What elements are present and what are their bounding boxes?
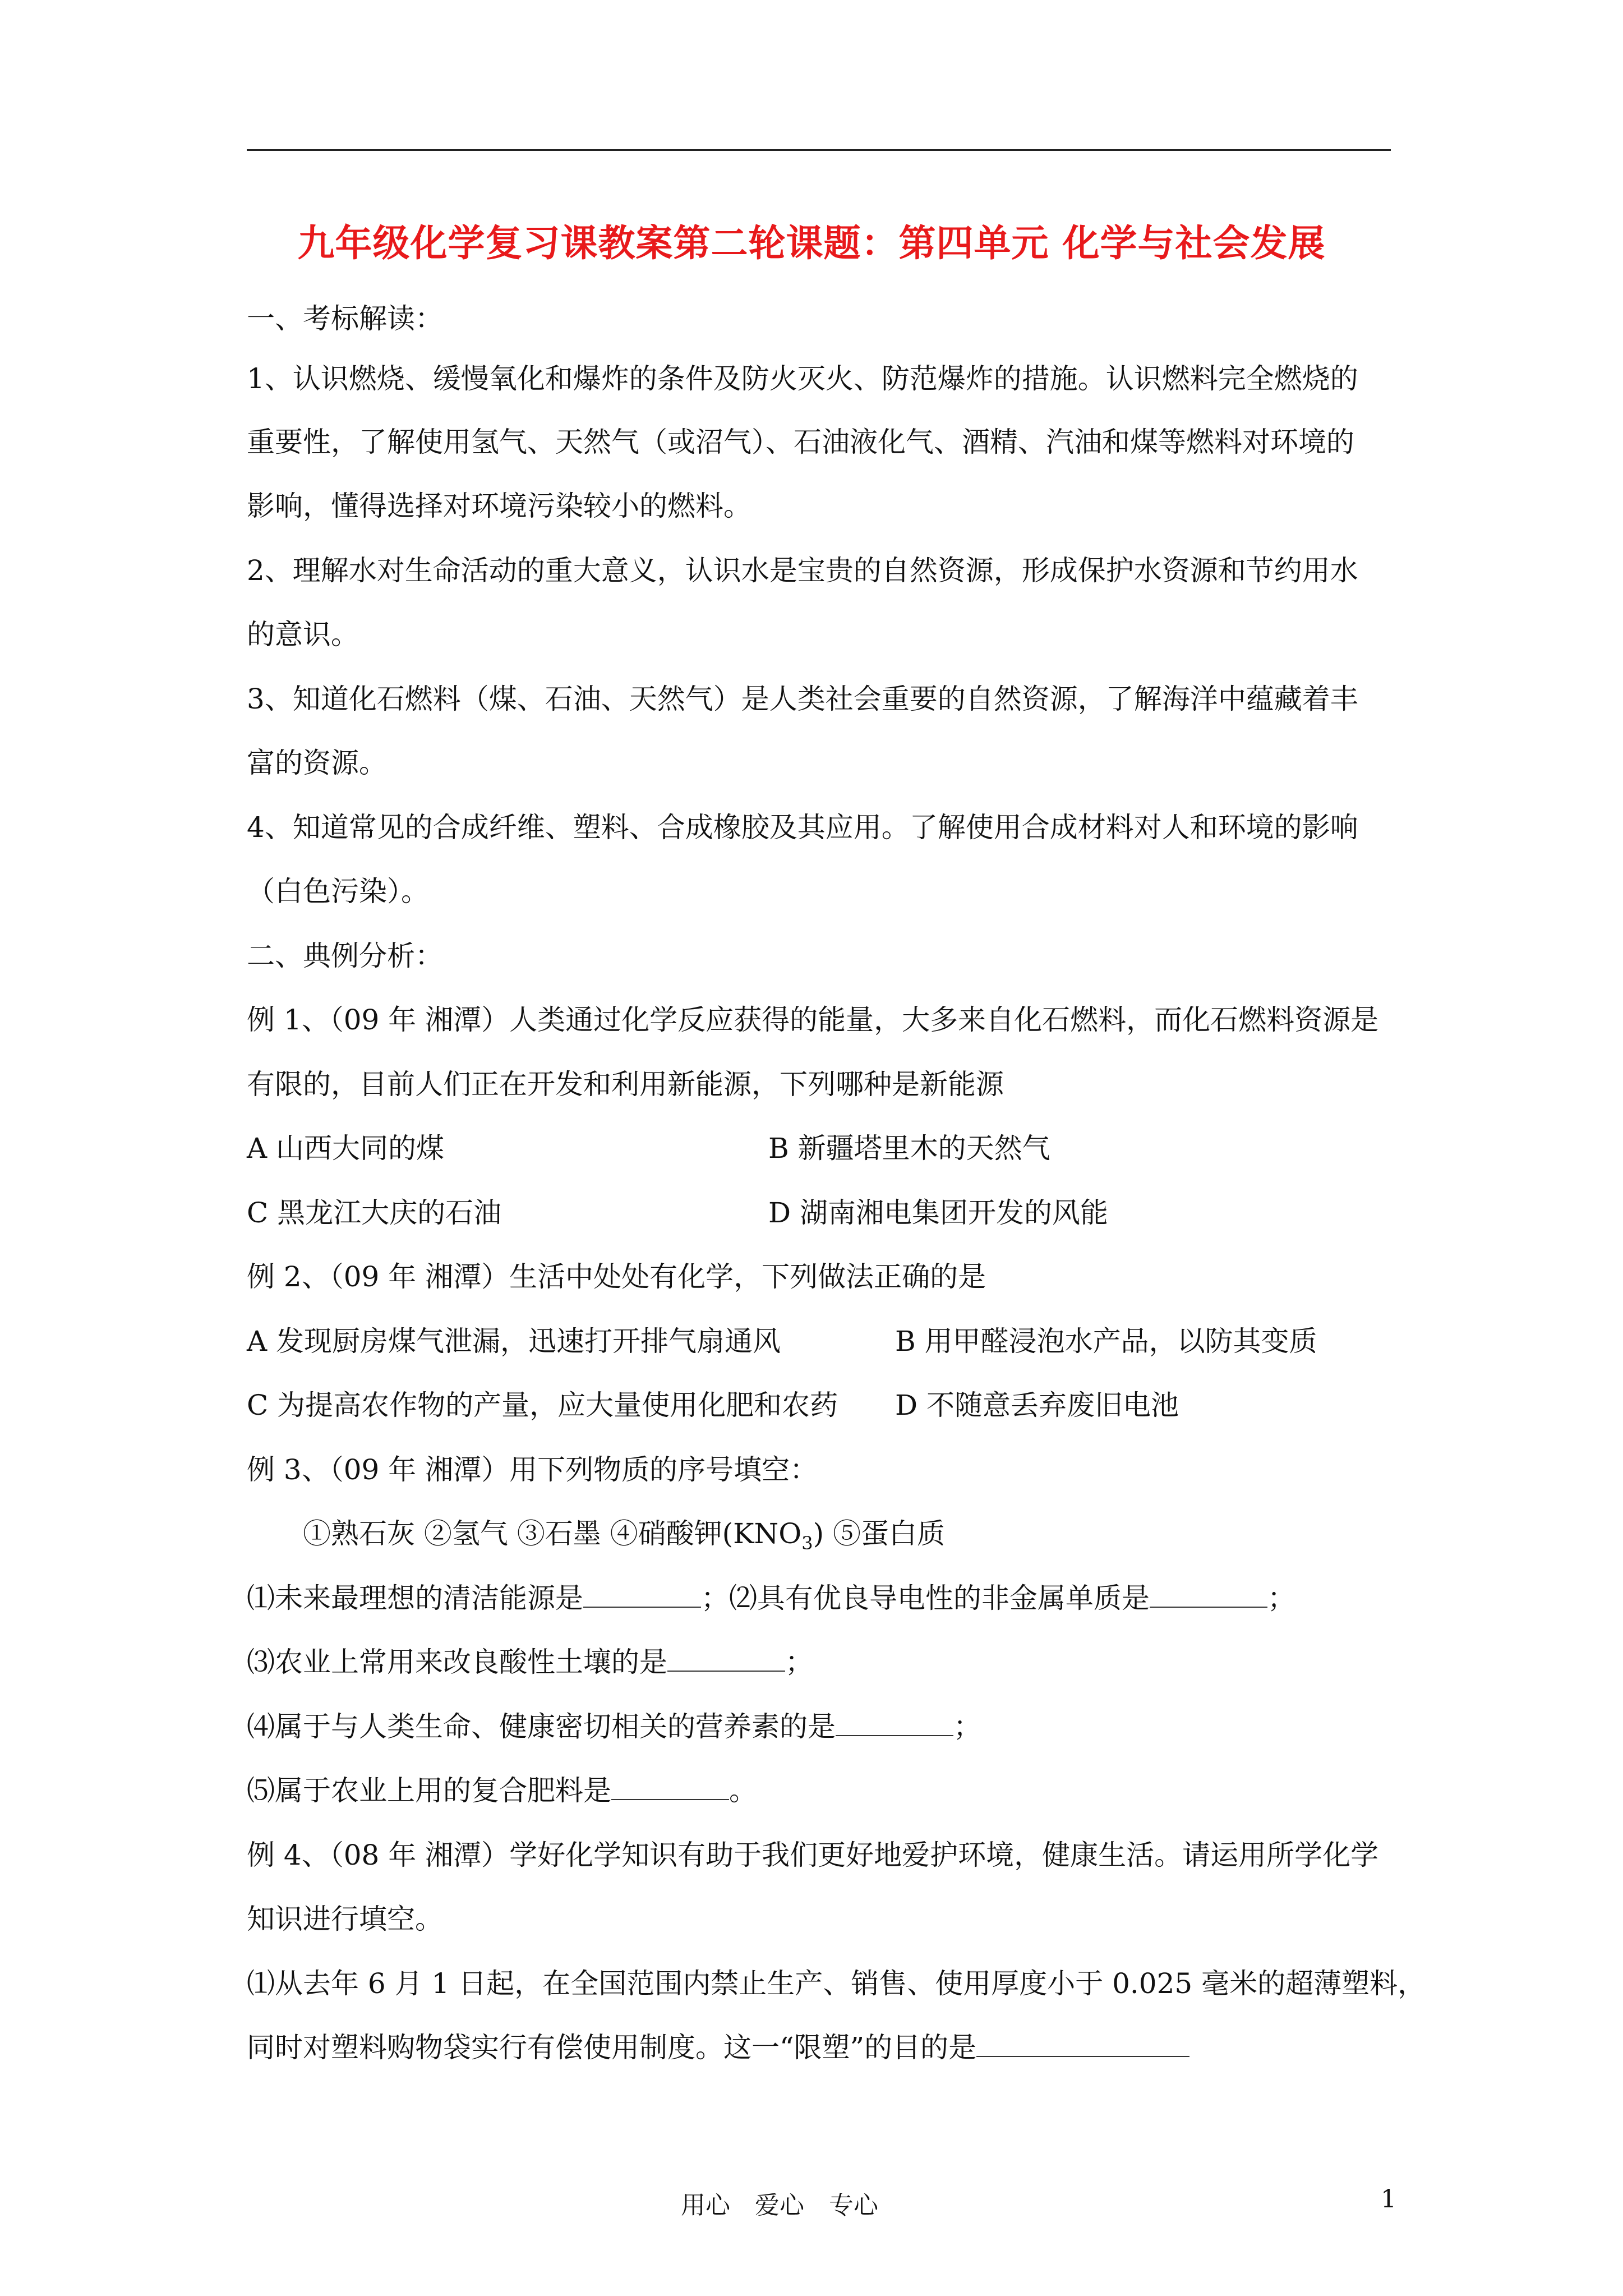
question-text: ⑶农业上常用来改良酸性土壤的是 [247, 1646, 667, 1678]
text-line: （白色污染）。 [247, 875, 429, 908]
option-b: B 用甲醛浸泡水产品，以防其变质 [895, 1325, 1317, 1358]
question-text: 同时对塑料购物袋实行有偿使用制度。这一“限塑”的目的是 [247, 2031, 977, 2064]
text-line: 3、知道化石燃料（煤、石油、天然气）是人类社会重要的自然资源，了解海洋中蕴藏着丰 [247, 683, 1358, 715]
answer-blank[interactable] [667, 1646, 785, 1672]
header-rule [247, 149, 1391, 151]
example-2-line: 例 2、（09 年 湘潭）生活中处处有化学，下列做法正确的是 [247, 1260, 986, 1293]
question-text: ⑸属于农业上用的复合肥料是 [247, 1774, 611, 1807]
example-4-line: ⑴从去年 6 月 1 日起，在全国范围内禁止生产、销售、使用厚度小于 0.025 毫米的超薄塑料， [247, 1967, 1426, 2000]
answer-blank[interactable] [836, 1710, 953, 1736]
footer-motto: 用心 爱心 专心 [681, 2191, 878, 2220]
option-c: C 黑龙江大庆的石油 [247, 1197, 502, 1229]
page-title: 九年级化学复习课教案第二轮课题：第四单元 化学与社会发展 [297, 221, 1326, 265]
answer-blank[interactable] [976, 2031, 1189, 2057]
example-1-line: 有限的，目前人们正在开发和利用新能源，下列哪种是新能源 [247, 1068, 1004, 1101]
text-line: 影响，懂得选择对环境污染较小的燃料。 [247, 490, 751, 522]
question-text: ； [953, 1710, 981, 1743]
question-text: ⑴未来最理想的清洁能源是 [247, 1582, 583, 1614]
section-heading: 一、考标解读： [247, 302, 443, 335]
option-a: A 山西大同的煤 [247, 1132, 445, 1165]
substance-list-end: ) ⑤蛋白质 [813, 1517, 946, 1550]
question-text: ； [1267, 1582, 1295, 1614]
text-line: 的意识。 [247, 618, 359, 651]
question-text: 。 [729, 1774, 757, 1807]
text-line: 2、理解水对生命活动的重大意义，认识水是宝贵的自然资源，形成保护水资源和节约用水 [247, 554, 1358, 587]
question-text: ；⑵具有优良导电性的非金属单质是 [701, 1582, 1150, 1614]
fill-question-4 [247, 1710, 1391, 1743]
example-1-line: 例 1、（09 年 湘潭）人类通过化学反应获得的能量，大多来自化石燃料，而化石燃料资源是 [247, 1004, 1379, 1036]
section-heading: 二、典例分析： [247, 940, 443, 972]
text-line: 1、认识燃烧、缓慢氧化和爆炸的条件及防火灭火、防范爆炸的措施。认识燃料完全燃烧的 [247, 362, 1358, 395]
answer-blank[interactable] [1150, 1582, 1267, 1608]
fill-question-1-2 [247, 1581, 1391, 1615]
subscript-3: 3 [801, 1533, 813, 1554]
option-c: C 为提高农作物的产量，应大量使用化肥和农药 [247, 1389, 838, 1421]
example-4-line: 知识进行填空。 [247, 1903, 443, 1935]
question-text: ⑷属于与人类生命、健康密切相关的营养素的是 [247, 1710, 836, 1743]
text-line: 4、知道常见的合成纤维、塑料、合成橡胶及其应用。了解使用合成材料对人和环境的影响 [247, 811, 1358, 844]
text-line: 重要性，了解使用氢气、天然气（或沼气）、石油液化气、酒精、汽油和煤等燃料对环境的 [247, 426, 1354, 458]
fill-question-3 [247, 1645, 1391, 1679]
substance-list-text: ①熟石灰 ②氢气 ③石墨 ④硝酸钾(KNO [303, 1517, 802, 1550]
page-number: 1 [1381, 2185, 1396, 2214]
answer-blank[interactable] [583, 1582, 701, 1608]
option-d: D 湖南湘电集团开发的风能 [768, 1197, 1108, 1229]
answer-blank[interactable] [611, 1774, 729, 1800]
option-a: A 发现厨房煤气泄漏，迅速打开排气扇通风 [247, 1325, 781, 1358]
example-3-line: 例 3、（09 年 湘潭）用下列物质的序号填空： [247, 1453, 818, 1486]
option-d: D 不随意丢弃废旧电池 [895, 1389, 1179, 1421]
example-4-line: 例 4、（08 年 湘潭）学好化学知识有助于我们更好地爱护环境，健康生活。请运用所学化学 [247, 1839, 1379, 1871]
example-4-last-line [247, 2031, 1391, 2064]
substance-list [303, 1517, 1447, 1560]
fill-question-5 [247, 1774, 1391, 1807]
option-b: B 新疆塔里木的天然气 [768, 1132, 1050, 1165]
question-text: ； [785, 1646, 813, 1678]
text-line: 富的资源。 [247, 747, 387, 779]
